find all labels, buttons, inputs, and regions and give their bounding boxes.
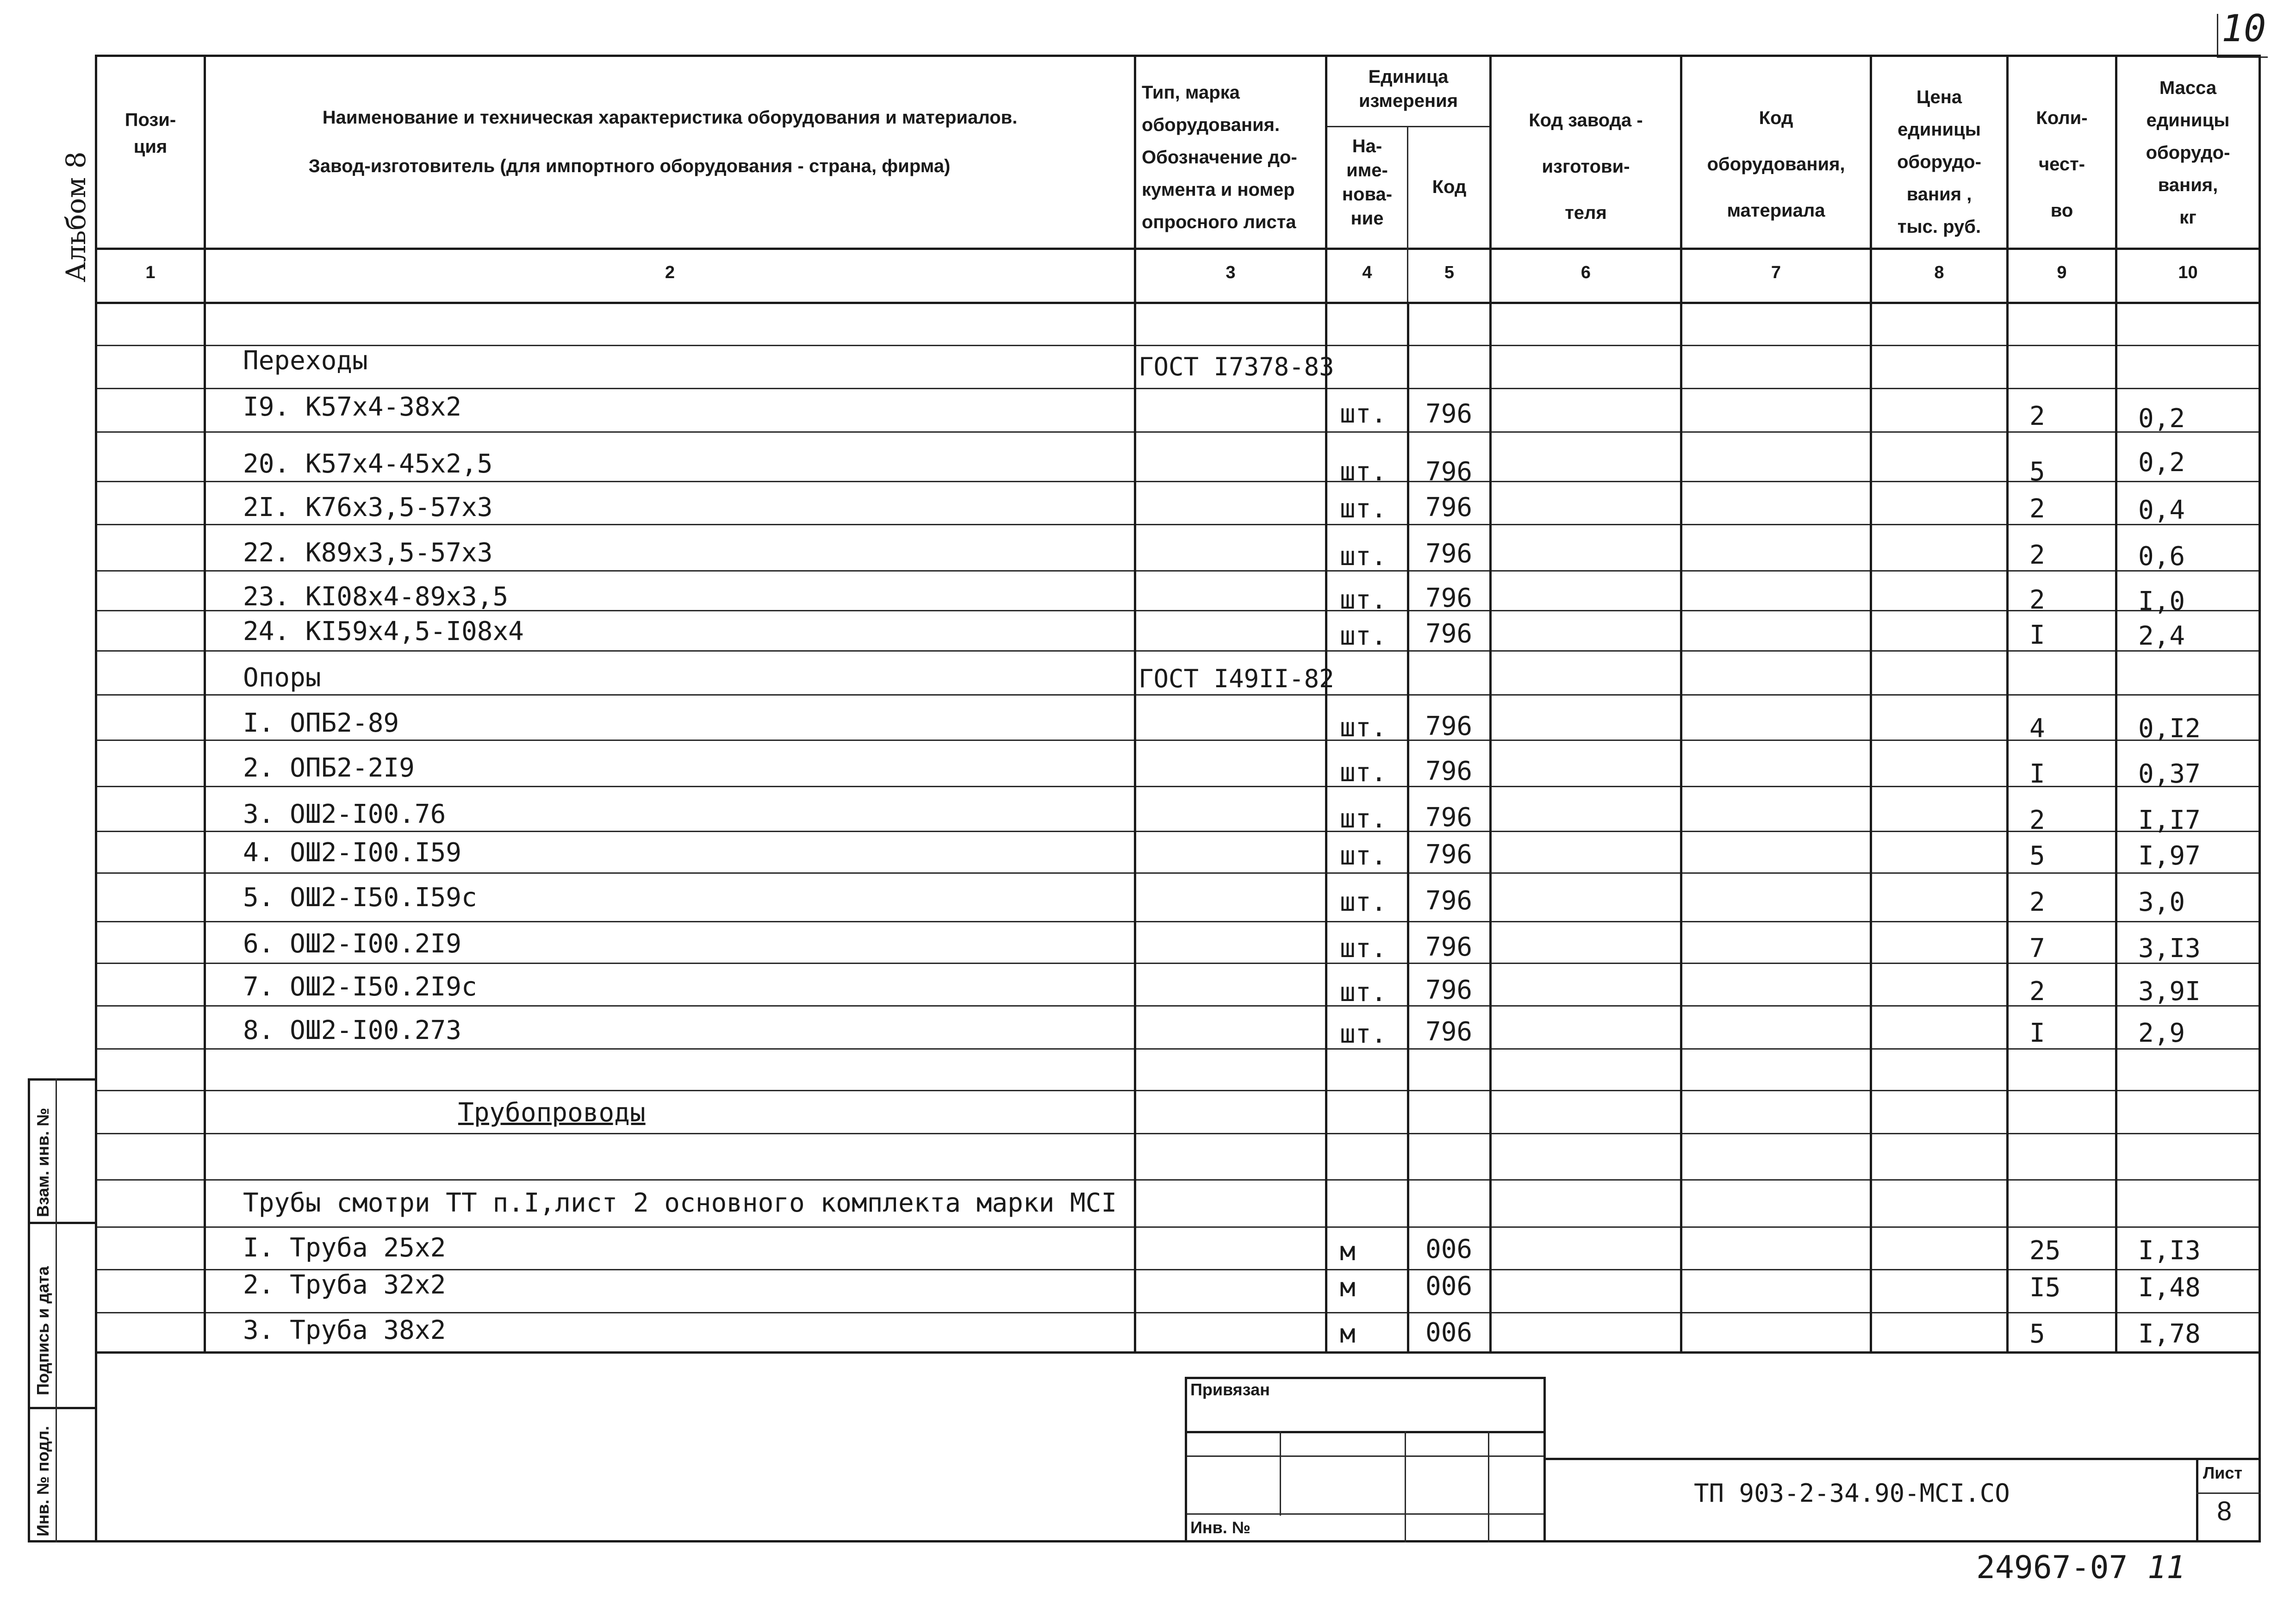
row-line — [95, 872, 2261, 874]
table-row-qty: 5 — [2029, 457, 2045, 487]
table-row-name: 2I. К76х3,5-57х3 — [243, 492, 493, 522]
table-row-unit: м — [1340, 1319, 1356, 1349]
table-row-qty: 2 — [2029, 494, 2045, 524]
col-line — [2115, 55, 2117, 1354]
row-line — [95, 1179, 2261, 1181]
header-name-line1: Наименование и техническая характеристика оборудования и материалов. — [322, 107, 1018, 128]
table-row-name: I. ОПБ2-89 — [243, 708, 399, 738]
column-number: 8 — [1934, 263, 1944, 282]
header-price: Цена единицы оборудо- вания , тыс. руб. — [1897, 87, 1981, 237]
tb-privyazan: Привязан — [1190, 1380, 1270, 1399]
table-row-mass: I,97 — [2138, 841, 2201, 871]
row-line — [95, 524, 2261, 525]
tb-designation: ТП 903-2-34.90-МСI.СО — [1694, 1479, 2010, 1508]
row-line — [95, 740, 2261, 741]
table-row-qty: 4 — [2029, 714, 2045, 744]
tb-inv-no: Инв. № — [1190, 1518, 1251, 1537]
column-number: 6 — [1580, 263, 1591, 282]
table-row-code: 006 — [1425, 1318, 1473, 1348]
side-stamp-line — [28, 1222, 97, 1224]
table-row-code: 796 — [1425, 583, 1473, 613]
table-row-qty: 2 — [2029, 887, 2045, 917]
table-row-unit: шт. — [1340, 841, 1387, 871]
table-row-unit: м — [1340, 1237, 1356, 1267]
col-line — [1489, 55, 1492, 1354]
header-bottom-line — [95, 248, 2261, 250]
col-line — [1134, 55, 1136, 1354]
table-row-qty: 7 — [2029, 933, 2045, 964]
side-stamp-inv-orig: Инв. № подл. — [33, 1426, 52, 1536]
table-row-mass: I,78 — [2138, 1319, 2201, 1349]
tb-line — [1185, 1513, 1546, 1515]
row-line — [95, 1090, 2261, 1091]
tb-line — [1185, 1377, 1546, 1379]
table-row-unit: шт. — [1340, 977, 1387, 1007]
row-line — [95, 831, 2261, 832]
col-line — [1680, 55, 1682, 1354]
table-row-qty: 2 — [2029, 805, 2045, 835]
table-row-qty: 5 — [2029, 841, 2045, 871]
header-unit-group: Единица измерения — [1358, 67, 1458, 111]
table-row-qty: I5 — [2029, 1273, 2061, 1303]
table-row-unit: шт. — [1340, 804, 1387, 834]
header-quantity: Коли- чест- во — [2036, 108, 2088, 221]
table-row-code: 796 — [1425, 932, 1473, 962]
tb-line — [1546, 1458, 2261, 1460]
col-line — [1407, 302, 1409, 1354]
corner-page-number: 10 — [2221, 7, 2266, 50]
table-row-unit: шт. — [1340, 457, 1387, 487]
column-number: 5 — [1444, 263, 1455, 282]
table-row-code: 796 — [1425, 1017, 1473, 1047]
table-row-name: 7. ОШ2-I50.2I9с — [243, 972, 477, 1002]
row-line — [95, 345, 2261, 346]
table-row-mass: 3,I3 — [2138, 933, 2201, 964]
table-row-name: 2. Труба 32х2 — [243, 1270, 446, 1300]
header-unit-code: Код — [1432, 177, 1467, 197]
col-line — [2006, 55, 2009, 1354]
table-row-code: 796 — [1425, 399, 1473, 429]
side-stamp-replace-inv: Взам. инв. № — [33, 1107, 52, 1217]
table-right-border — [2259, 55, 2261, 1542]
table-row-mass: 0,2 — [2138, 448, 2185, 478]
table-row-code: 006 — [1425, 1271, 1473, 1301]
table-row-unit: шт. — [1340, 494, 1387, 524]
table-row-qty: 2 — [2029, 976, 2045, 1007]
column-number: 4 — [1362, 263, 1372, 282]
row-line — [95, 481, 2261, 482]
row-line — [95, 1133, 2261, 1134]
table-row-unit: шт. — [1340, 585, 1387, 615]
table-row-mass: 0,4 — [2138, 495, 2185, 525]
side-stamp-line — [28, 1540, 97, 1542]
tb-vline — [2196, 1458, 2198, 1542]
column-number: 3 — [1226, 263, 1236, 282]
table-row-name: Опоры — [243, 663, 321, 693]
row-line — [95, 921, 2261, 922]
table-row-qty: I — [2029, 620, 2045, 650]
table-row-unit: шт. — [1340, 758, 1387, 788]
table-row-mass: I,I3 — [2138, 1236, 2201, 1266]
side-stamp-line — [28, 1078, 97, 1081]
page-bottom-line — [95, 1540, 2261, 1542]
table-row-name: 6. ОШ2-I00.2I9 — [243, 929, 462, 959]
row-line — [95, 786, 2261, 787]
col-line — [1870, 55, 1872, 1354]
table-row-name: 5. ОШ2-I50.I59с — [243, 883, 477, 913]
table-row-name: 2. ОПБ2-2I9 — [243, 753, 415, 783]
table-row-qty: I — [2029, 1018, 2045, 1048]
side-stamp-line — [28, 1407, 97, 1409]
table-row-name: 20. К57х4-45х2,5 — [243, 449, 493, 479]
table-row-code: 796 — [1425, 711, 1473, 741]
table-row-mass: 0,37 — [2138, 759, 2201, 789]
table-row-unit: м — [1340, 1273, 1356, 1303]
table-row-code: 796 — [1425, 457, 1473, 487]
header-equipment-code: Код оборудования, материала — [1707, 108, 1845, 221]
side-stamp-divider — [56, 1078, 57, 1542]
row-line — [95, 1226, 2261, 1228]
table-row-mass: I,I7 — [2138, 805, 2201, 835]
table-row-qty: 5 — [2029, 1319, 2045, 1349]
table-bottom-line — [95, 1351, 2261, 1354]
tb-line — [1185, 1431, 1546, 1433]
table-row-mass: 3,9I — [2138, 976, 2201, 1007]
table-row-code: 796 — [1425, 492, 1473, 522]
tb-vline — [1488, 1431, 1489, 1542]
row-line — [95, 1048, 2261, 1050]
table-row-doc: ГОСТ I7378-83 — [1139, 352, 1334, 381]
table-top-border — [95, 55, 2261, 57]
row-line — [95, 1312, 2261, 1313]
table-row-name: I9. К57х4-38х2 — [243, 392, 462, 422]
table-row-name: 22. К89х3,5-57х3 — [243, 538, 493, 568]
colnum-bottom-line — [95, 302, 2261, 304]
row-line — [95, 431, 2261, 433]
tb-line — [1185, 1455, 1546, 1457]
table-row-code: 006 — [1425, 1234, 1473, 1264]
table-row-qty: I — [2029, 759, 2045, 789]
table-row-name: 23. КI08х4-89х3,5 — [243, 582, 509, 612]
table-row-mass: 2,9 — [2138, 1018, 2185, 1048]
col-line — [204, 55, 206, 1354]
row-line — [95, 963, 2261, 964]
table-row-mass: 0,6 — [2138, 541, 2185, 572]
table-row-unit: шт. — [1340, 713, 1387, 743]
tb-sheet-label: Лист — [2203, 1463, 2243, 1482]
tb-line — [2196, 1492, 2261, 1494]
table-row-name: 8. ОШ2-I00.273 — [243, 1015, 462, 1045]
row-line — [95, 1005, 2261, 1007]
table-row-unit: шт. — [1340, 887, 1387, 917]
column-number: 9 — [2057, 263, 2067, 282]
row-line — [95, 570, 2261, 572]
table-row-name: 4. ОШ2-I00.I59 — [243, 838, 462, 868]
header-mass: Масса единицы оборудо- вания, кг — [2146, 78, 2230, 228]
table-row-unit: шт. — [1340, 399, 1387, 429]
header-name-line2: Завод-изготовитель (для импортного оборудования - страна, фирма) — [308, 156, 951, 176]
tb-vline — [1185, 1377, 1187, 1542]
table-row-note: Трубы смотри ТТ п.I,лист 2 основного комплекта марки МСI — [243, 1188, 1117, 1218]
table-row-code: 796 — [1425, 802, 1473, 833]
table-row-name: 24. КI59х4,5-I08х4 — [243, 616, 524, 647]
table-row-name: I. Труба 25х2 — [243, 1233, 446, 1263]
table-row-name: Переходы — [243, 346, 368, 376]
table-row-mass: I,48 — [2138, 1273, 2201, 1303]
table-row-code: 796 — [1425, 756, 1473, 786]
side-stamp-border — [28, 1078, 30, 1542]
table-row-unit: шт. — [1340, 933, 1387, 964]
column-number: 10 — [2178, 263, 2198, 282]
header-type: Тип, марка оборудования. Обозначение до- кумента и номер опросного листа — [1142, 82, 1297, 232]
header-unit-name: На- име- нова- ние — [1342, 136, 1393, 229]
table-row-code: 796 — [1425, 839, 1473, 870]
table-row-mass: 0,2 — [2138, 404, 2185, 434]
row-line — [95, 650, 2261, 652]
unit-subheader-line — [1327, 126, 1491, 127]
table-row-mass: 0,I2 — [2138, 714, 2201, 744]
table-row-mass: 2,4 — [2138, 621, 2185, 651]
table-row-qty: 25 — [2029, 1236, 2061, 1266]
table-row-mass: I,0 — [2138, 586, 2185, 616]
table-row-mass: 3,0 — [2138, 887, 2185, 917]
tb-vline — [1543, 1377, 1546, 1542]
header-plant-code: Код завода - изготови- теля — [1529, 110, 1643, 223]
column-number: 1 — [145, 263, 156, 282]
table-row-code: 796 — [1425, 886, 1473, 916]
column-number: 7 — [1771, 263, 1781, 282]
header-position: Пози- ция — [124, 110, 176, 157]
album-label: Альбом 8 — [60, 151, 92, 282]
table-row-doc: ГОСТ I49II-82 — [1139, 664, 1334, 693]
table-row-qty: 2 — [2029, 585, 2045, 615]
table-row-qty: 2 — [2029, 401, 2045, 431]
table-row-name: 3. ОШ2-I00.76 — [243, 799, 446, 829]
corner-mark — [2217, 14, 2218, 58]
table-row-unit: шт. — [1340, 1019, 1387, 1049]
column-number: 2 — [665, 263, 675, 282]
table-row-unit: шт. — [1340, 621, 1387, 651]
footer-code: 24967-07 — [1976, 1549, 2128, 1586]
table-row-qty: 2 — [2029, 540, 2045, 570]
footer-page: 11 — [2147, 1549, 2185, 1586]
table-row-code: 796 — [1425, 975, 1473, 1005]
tb-vline — [1405, 1431, 1406, 1542]
tb-sheet-number: 8 — [2217, 1496, 2232, 1526]
table-row-code: 796 — [1425, 619, 1473, 649]
table-row-unit: шт. — [1340, 541, 1387, 572]
section-heading: Трубопроводы — [458, 1098, 646, 1128]
col-line — [1325, 55, 1327, 1354]
table-row-code: 796 — [1425, 539, 1473, 569]
tb-vline — [1280, 1431, 1281, 1516]
table-row-name: 3. Труба 38х2 — [243, 1315, 446, 1345]
side-stamp-sign-date: Подпись и дата — [33, 1266, 52, 1395]
row-line — [95, 388, 2261, 389]
